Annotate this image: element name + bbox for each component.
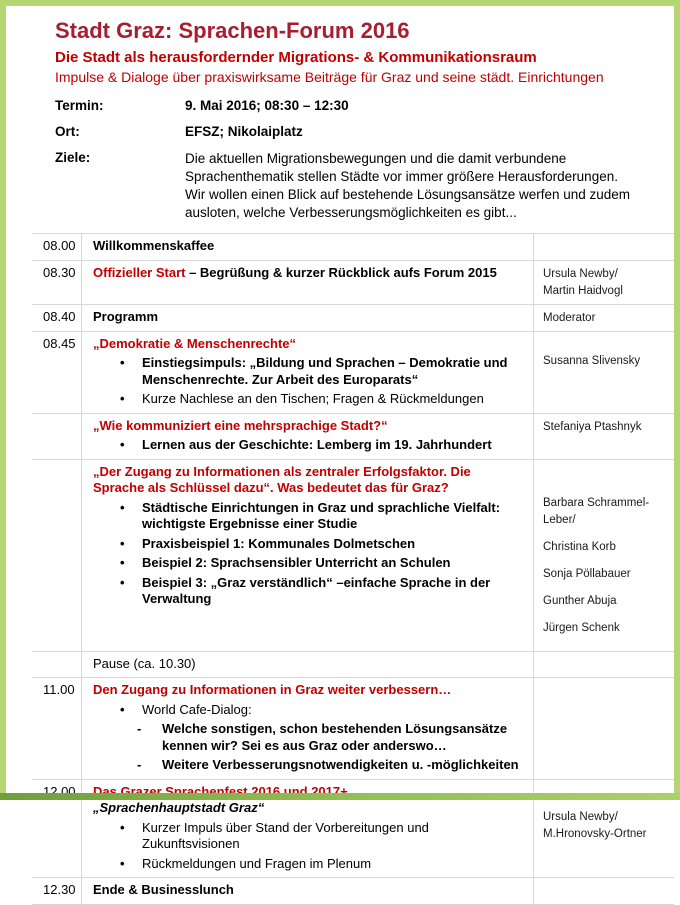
session-line bbox=[93, 336, 523, 353]
session-line bbox=[93, 682, 523, 699]
speaker-name: Ursula Newby/ bbox=[543, 267, 618, 280]
sub-bullet-item bbox=[93, 721, 523, 754]
bullet-marker: • bbox=[120, 555, 125, 571]
bullet-marker: • bbox=[120, 819, 125, 835]
session-cell bbox=[81, 780, 533, 878]
session-line bbox=[93, 882, 523, 899]
page-tagline: Impulse & Dialoge über praxiswirksame Beiträge für Graz und seine städt. Einrichtungen bbox=[55, 69, 604, 86]
session-text: „Der Zugang zu Informationen als zentraler Erfolgsfaktor. Die Sprache als Schlüssel dazu“. Was bedeutet das für Graz? bbox=[93, 463, 471, 496]
speaker-name: Jürgen Schenk bbox=[543, 621, 620, 634]
bullet-marker: • bbox=[120, 574, 125, 590]
session-text: Offizieller Start bbox=[93, 264, 186, 280]
time-cell: 08.30 bbox=[43, 264, 76, 280]
bullet-text: Lernen aus der Geschichte: Lemberg im 19. Jahrhundert bbox=[142, 437, 492, 453]
bullet-text: Rückmeldungen und Fragen im Plenum bbox=[142, 855, 372, 871]
session-cell bbox=[81, 652, 533, 678]
meta-row-ort bbox=[55, 124, 654, 139]
time-cell: 08.45 bbox=[43, 335, 76, 351]
speaker-name: Martin Haidvogl bbox=[543, 284, 623, 297]
schedule-row bbox=[32, 877, 674, 905]
speaker-name: Ursula Newby/ bbox=[543, 810, 618, 823]
ort-label: Ort: bbox=[55, 124, 80, 140]
time-cell: 12.30 bbox=[43, 882, 76, 898]
time-cell: 08.40 bbox=[43, 308, 76, 324]
termin-value: 9. Mai 2016; 08:30 – 12:30 bbox=[185, 98, 349, 114]
schedule-row bbox=[32, 677, 674, 779]
termin-label: Termin: bbox=[55, 98, 104, 114]
time-cell: 08.00 bbox=[43, 238, 76, 254]
bullet-item bbox=[93, 702, 523, 719]
bullet-item bbox=[93, 820, 523, 853]
speakers-cell bbox=[533, 678, 674, 779]
bullet-text: World Cafe-Dialog: bbox=[142, 701, 252, 717]
speaker-name: Susanna Slivensky bbox=[543, 354, 641, 367]
bullet-text: Kurze Nachlese an den Tischen; Fragen & Rückmeldungen bbox=[142, 391, 484, 407]
page-subtitle: Die Stadt als herausfordernder Migrations- & Kommunikationsraum bbox=[55, 49, 537, 67]
bullet-marker: • bbox=[120, 437, 125, 453]
time-cell: 12.00 bbox=[43, 783, 76, 799]
bullet-text: Beispiel 3: „Graz verständlich“ –einfache Sprache in der Verwaltung bbox=[142, 574, 491, 607]
bullet-item bbox=[93, 391, 523, 408]
bullet-marker: • bbox=[120, 855, 125, 871]
session-cell bbox=[81, 878, 533, 904]
schedule-row bbox=[32, 331, 674, 413]
speakers-cell bbox=[533, 414, 674, 459]
schedule-row bbox=[32, 260, 674, 304]
speaker-name: Sonja Pöllabauer bbox=[543, 567, 631, 580]
bullet-item bbox=[93, 437, 523, 454]
bullet-text: Einstiegsimpuls: „Bildung und Sprachen – Demokratie und Menschenrechte. Zur Arbeit des Europarats“ bbox=[142, 355, 508, 387]
time-cell bbox=[32, 652, 81, 678]
session-cell bbox=[81, 460, 533, 651]
session-text: Das Grazer Sprachenfest 2016 und 2017+ bbox=[93, 783, 348, 799]
session-cell bbox=[81, 261, 533, 304]
schedule-table bbox=[32, 233, 674, 905]
ziele-value: Die aktuellen Migrationsbewegungen und die damit verbundene Sprachenthematik stellen Städte vor immer größere Herausforderungen. Wir wollen einen Blick auf bestehende Lösungsansätze werfen und zudem ausloten, welche Verbesserungsmöglichkeiten es gibt... bbox=[185, 151, 631, 221]
session-text: Den Zugang zu Informationen in Graz weiter verbessern… bbox=[93, 682, 452, 698]
session-line bbox=[93, 238, 523, 255]
session-line bbox=[93, 464, 523, 497]
session-cell bbox=[81, 332, 533, 413]
bullet-item bbox=[93, 575, 523, 608]
bullet-marker: • bbox=[120, 355, 125, 371]
schedule-row bbox=[32, 413, 674, 459]
bullet-text: Praxisbeispiel 1: Kommunales Dolmetschen bbox=[142, 535, 416, 551]
session-text: Ende & Businesslunch bbox=[93, 882, 234, 898]
speaker-name: M.Hronovsky-Ortner bbox=[543, 827, 647, 840]
session-text: „Demokratie & Menschenrechte“ bbox=[93, 335, 297, 351]
session-line bbox=[93, 656, 523, 673]
document-header bbox=[6, 6, 674, 222]
bullet-item bbox=[93, 856, 523, 873]
session-line bbox=[93, 418, 523, 435]
bullet-item bbox=[93, 355, 523, 388]
schedule-row bbox=[32, 779, 674, 878]
speakers-cell bbox=[533, 261, 674, 304]
speaker-name: Barbara Schrammel-Leber/ bbox=[543, 496, 650, 526]
dash-marker: - bbox=[137, 757, 142, 773]
session-line bbox=[93, 309, 523, 326]
session-text: „Wie kommuniziert eine mehrsprachige Stadt?“ bbox=[93, 417, 388, 433]
bullet-item bbox=[93, 536, 523, 553]
speakers-cell bbox=[533, 234, 674, 260]
speaker-name: Moderator bbox=[543, 311, 596, 324]
time-cell bbox=[32, 414, 81, 459]
speakers-cell bbox=[533, 305, 674, 331]
bullet-text: Kurzer Impuls über Stand der Vorbereitungen und Zukunftsvisionen bbox=[142, 819, 429, 852]
ziele-label: Ziele: bbox=[55, 150, 91, 166]
session-cell bbox=[81, 678, 533, 779]
session-line bbox=[93, 784, 523, 801]
session-line bbox=[93, 265, 523, 282]
page-title: Stadt Graz: Sprachen-Forum 2016 bbox=[55, 18, 410, 43]
session-cell bbox=[81, 414, 533, 459]
bullet-marker: • bbox=[120, 391, 125, 407]
session-text: „Sprachenhauptstadt Graz“ bbox=[93, 800, 265, 816]
dash-marker: - bbox=[137, 721, 142, 737]
schedule-row bbox=[32, 459, 674, 651]
time-cell bbox=[32, 460, 81, 651]
bullet-item bbox=[93, 555, 523, 572]
schedule-row bbox=[32, 304, 674, 331]
time-cell: 11.00 bbox=[43, 682, 75, 698]
session-text: Pause (ca. 10.30) bbox=[93, 655, 196, 671]
speaker-name: Stefaniya Ptashnyk bbox=[543, 420, 642, 433]
session-text: Programm bbox=[93, 308, 159, 324]
speakers-cell bbox=[533, 460, 674, 651]
sub-bullet-item bbox=[93, 757, 523, 774]
session-cell bbox=[81, 234, 533, 260]
speakers-cell bbox=[533, 780, 674, 878]
speaker-name: Christina Korb bbox=[543, 540, 616, 553]
bullet-text: Städtische Einrichtungen in Graz und sprachliche Vielfalt: wichtigste Ergebnisse einer Studie bbox=[142, 499, 501, 532]
bullet-marker: • bbox=[120, 535, 125, 551]
session-text: – Begrüßung & kurzer Rückblick aufs Forum 2015 bbox=[185, 264, 497, 280]
bullet-text: Welche sonstigen, schon bestehenden Lösungsansätze kennen wir? Sei es aus Graz oder anderswo… bbox=[162, 721, 508, 753]
bullet-marker: • bbox=[120, 499, 125, 515]
schedule-row bbox=[32, 233, 674, 260]
speakers-cell bbox=[533, 878, 674, 904]
bullet-marker: • bbox=[120, 701, 125, 717]
speaker-name: Gunther Abuja bbox=[543, 594, 617, 607]
meta-row-ziele bbox=[55, 150, 654, 222]
meta-row-termin bbox=[55, 98, 654, 113]
schedule-row bbox=[32, 651, 674, 678]
session-cell bbox=[81, 305, 533, 331]
session-line bbox=[93, 800, 523, 817]
speakers-cell bbox=[533, 652, 674, 678]
bullet-text: Weitere Verbesserungsnotwendigkeiten u. -möglichkeiten bbox=[162, 757, 519, 773]
speakers-cell bbox=[533, 332, 674, 413]
ort-value: EFSZ; Nikolaiplatz bbox=[185, 124, 303, 140]
session-text: Willkommenskaffee bbox=[93, 238, 215, 254]
meta-block bbox=[55, 98, 654, 222]
bullet-item bbox=[93, 500, 523, 533]
bullet-text: Beispiel 2: Sprachsensibler Unterricht an Schulen bbox=[142, 555, 451, 571]
